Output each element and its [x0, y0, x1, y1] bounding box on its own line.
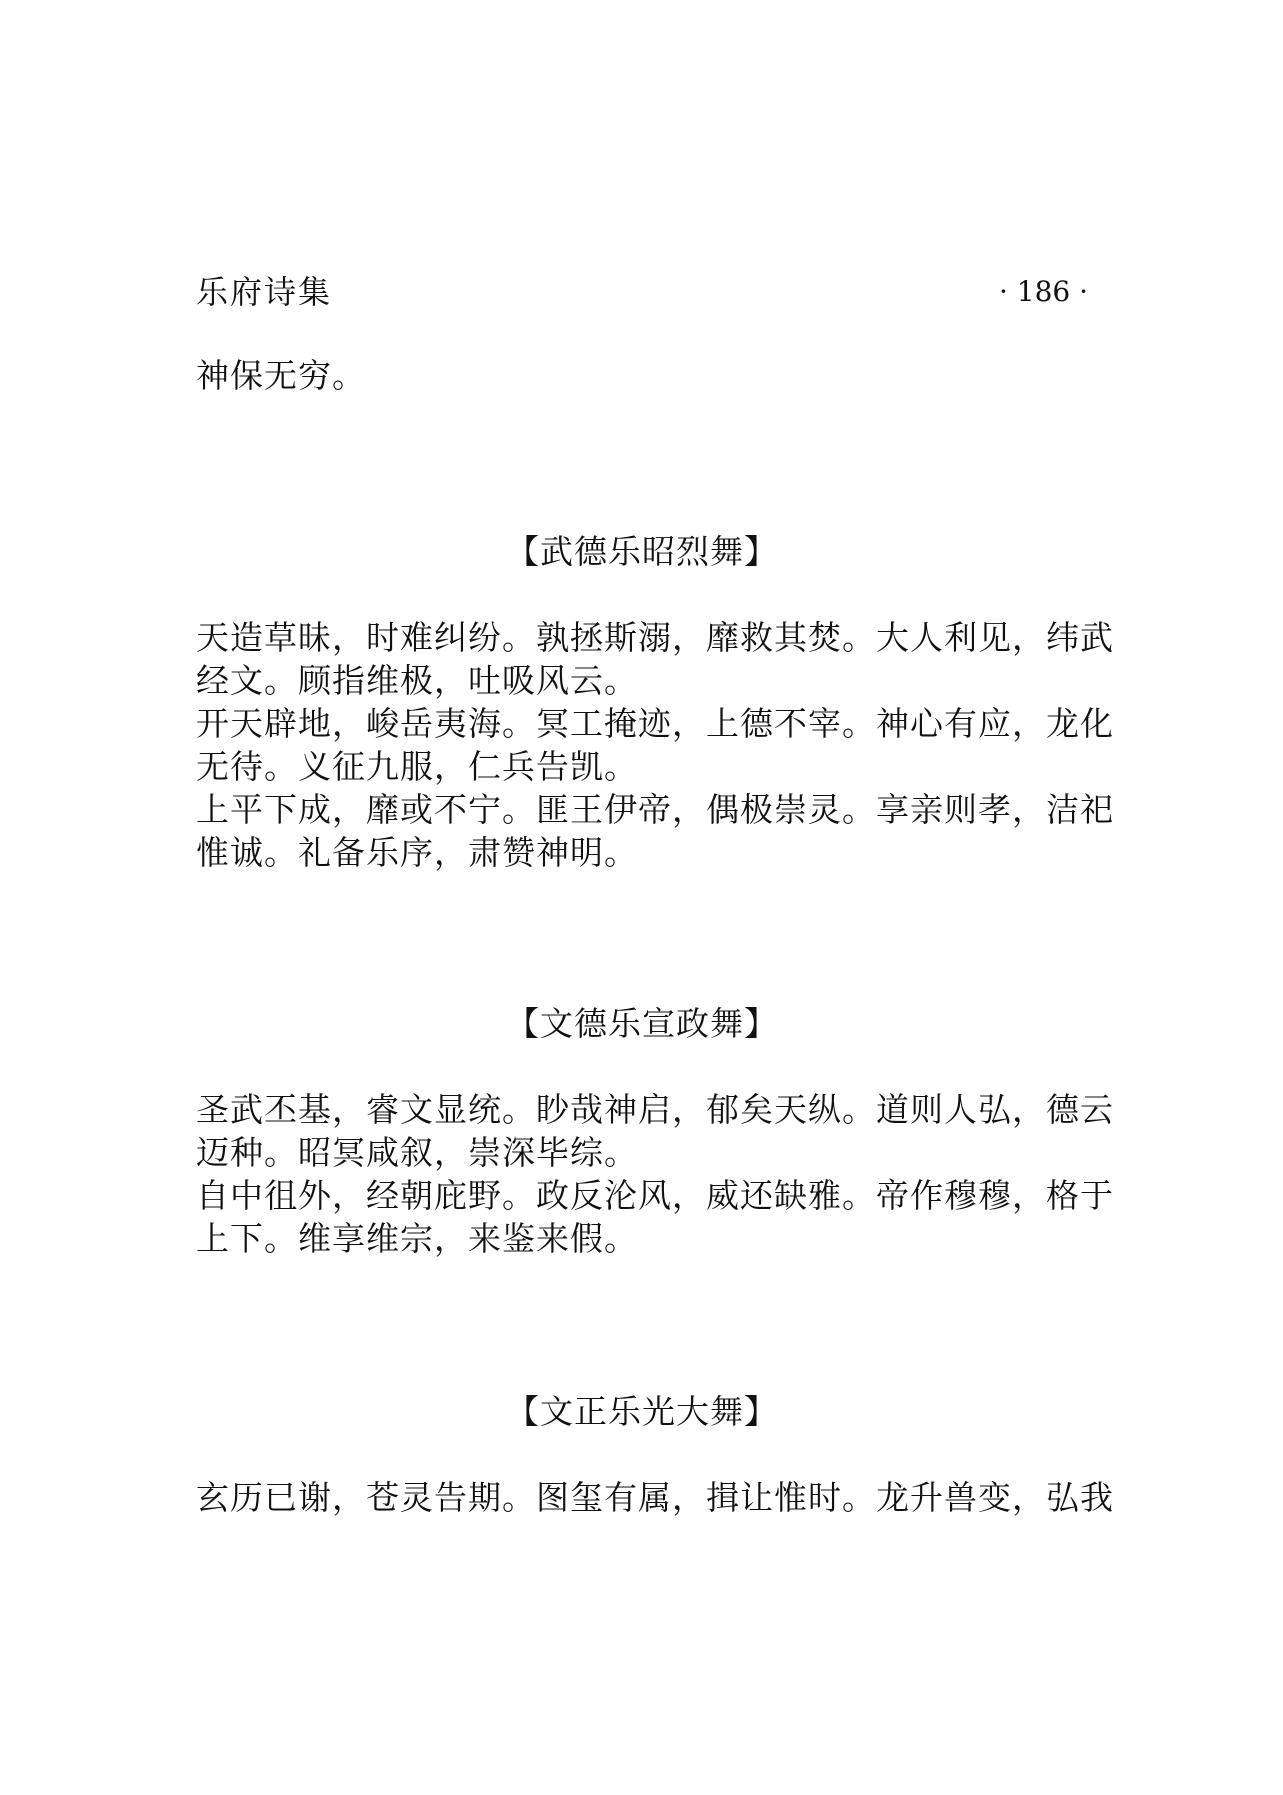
section-body-wende: [196, 1088, 1114, 1260]
section-title-wende: 【文德乐宣政舞】: [506, 1004, 778, 1043]
section-title-wenzheng: 【文正乐光大舞】: [506, 1392, 778, 1431]
text-line: 开天辟地，峻岳夷海。冥工掩迹，上德不宰。神心有应，龙化: [196, 704, 1114, 743]
continuation-paragraph: [196, 354, 1096, 397]
text-line: 玄历已谢，苍灵告期。图玺有属，揖让惟时。龙升兽变，弘我: [196, 1478, 1114, 1517]
section-body-wenzheng: [196, 1476, 1114, 1519]
text-line: 上平下成，靡或不宁。匪王伊帝，偶极崇灵。享亲则孝，洁祀: [196, 790, 1114, 829]
text-line: 无待。义征九服，仁兵告凯。: [196, 747, 638, 786]
text-line: 上下。维享维宗，来鉴来假。: [196, 1219, 638, 1258]
section-title-wude: 【武德乐昭烈舞】: [506, 532, 778, 571]
text-line: 迈种。昭冥咸叙，崇深毕综。: [196, 1133, 638, 1172]
text-line: 自中徂外，经朝庇野。政反沦风，威还缺雅。帝作穆穆，格于: [196, 1176, 1114, 1215]
running-header: [196, 270, 1088, 314]
text-line: 经文。顾指维极，吐吸风云。: [196, 661, 638, 700]
section-body-wude: [196, 616, 1114, 874]
book-title: 乐府诗集: [196, 273, 333, 311]
text-line: 惟诚。礼备乐序，肃赞神明。: [196, 833, 638, 872]
page-number: · 186 ·: [998, 275, 1088, 308]
text-line: 圣武丕基，睿文显统。眇哉神启，郁矣天纵。道则人弘，德云: [196, 1090, 1114, 1129]
text-line: 天造草昧，时难纠纷。孰拯斯溺，靡救其焚。大人利见，纬武: [196, 618, 1114, 657]
text-line: 神保无穷。: [196, 356, 366, 395]
